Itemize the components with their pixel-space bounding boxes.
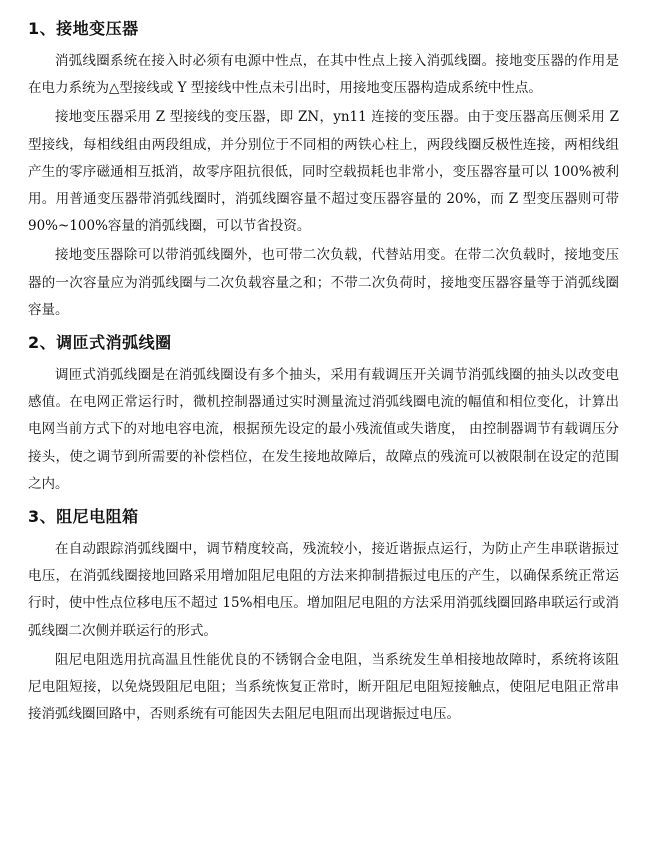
section-heading: 3、阻尼电阻箱 [28,507,139,527]
paragraph: 接地变压器除可以带消弧线圈外，也可带二次负载，代替站用变。在带二次负载时，接地变压器的一次容量应为消弧线圈与二次负载容量之和；不带二次负荷时，接地变压器容量等于消弧线圈容量。 [28,247,619,318]
section-tap-type-arc-coil [28,330,619,498]
paragraph: 阻尼电阻选用抗高温且性能优良的不锈钢合金电阻，当系统发生单相接地故障时，系统将该阻尼电阻短接，以免烧毁阻尼电阻；当系统恢复正常时，断开阻尼电阻短接触点，使阻尼电阻正常串接消弧线圈回路中，否则系统有可能因失去阻尼电阻而出现谐振过电压。 [28,651,619,723]
paragraph: 在自动跟踪消弧线圈中，调节精度较高，残流较小，接近谐振点运行，为防止产生串联谐振过电压，在消弧线圈接地回路采用增加阻尼电阻的方法来抑制措振过电压的产生，以确保系统正常运行时，使中性点位移电压不超过 15%相电压。增加阻尼电阻的方法采用消弧线圈回路串联运行或消弧线圈二次侧并联运行的形式。 [28,541,619,639]
section-heading: 1、接地变压器 [28,19,139,38]
paragraph: 调匝式消弧线圈是在消弧线圈设有多个抽头，采用有载调压开关调节消弧线圈的抽头以改变电感值。在电网正常运行时，微机控制器通过实时测量流过消弧线圈电流的幅值和相位变化，计算出电网当前方式下的对地电容电流，根据预先设定的最小残流值或失谐度， 由控制器调节有载调压分接头，使之调节到所需要的补偿档位，在发生接地故障后，故障点的残流可以被限制在设定的范围之内。 [28,367,619,492]
paragraph: 消弧线圈系统在接入时必须有电源中性点，在其中性点上接入消弧线圈。接地变压器的作用是在电力系统为△型接线或 Y 型接线中性点未引出时，用接地变压器构造成系统中性点。 [28,53,619,97]
section-grounding-transformer [28,16,619,324]
section-damping-resistor-box [28,504,619,728]
paragraph: 接地变压器采用 Z 型接线的变压器，即 ZN，yn11 连接的变压器。由于变压器高压侧采用 Z 型接线，每相线组由两段组成，并分别位于不同相的两铁心柱上，两段线圈反极性连接，两相线组产生的零序磁通相互抵消，故零序阻抗很低，同时空载损耗也非常小，变压器容量可以 100%被利用。用普通变压器带消弧线圈时，消弧线圈容量不超过变压器容量的 20%，而 Z 型变压器则可带 90%~100%容量的消弧线圈，可以节省投资。 [28,109,619,235]
section-heading: 2、调匝式消弧线圈 [28,333,172,353]
